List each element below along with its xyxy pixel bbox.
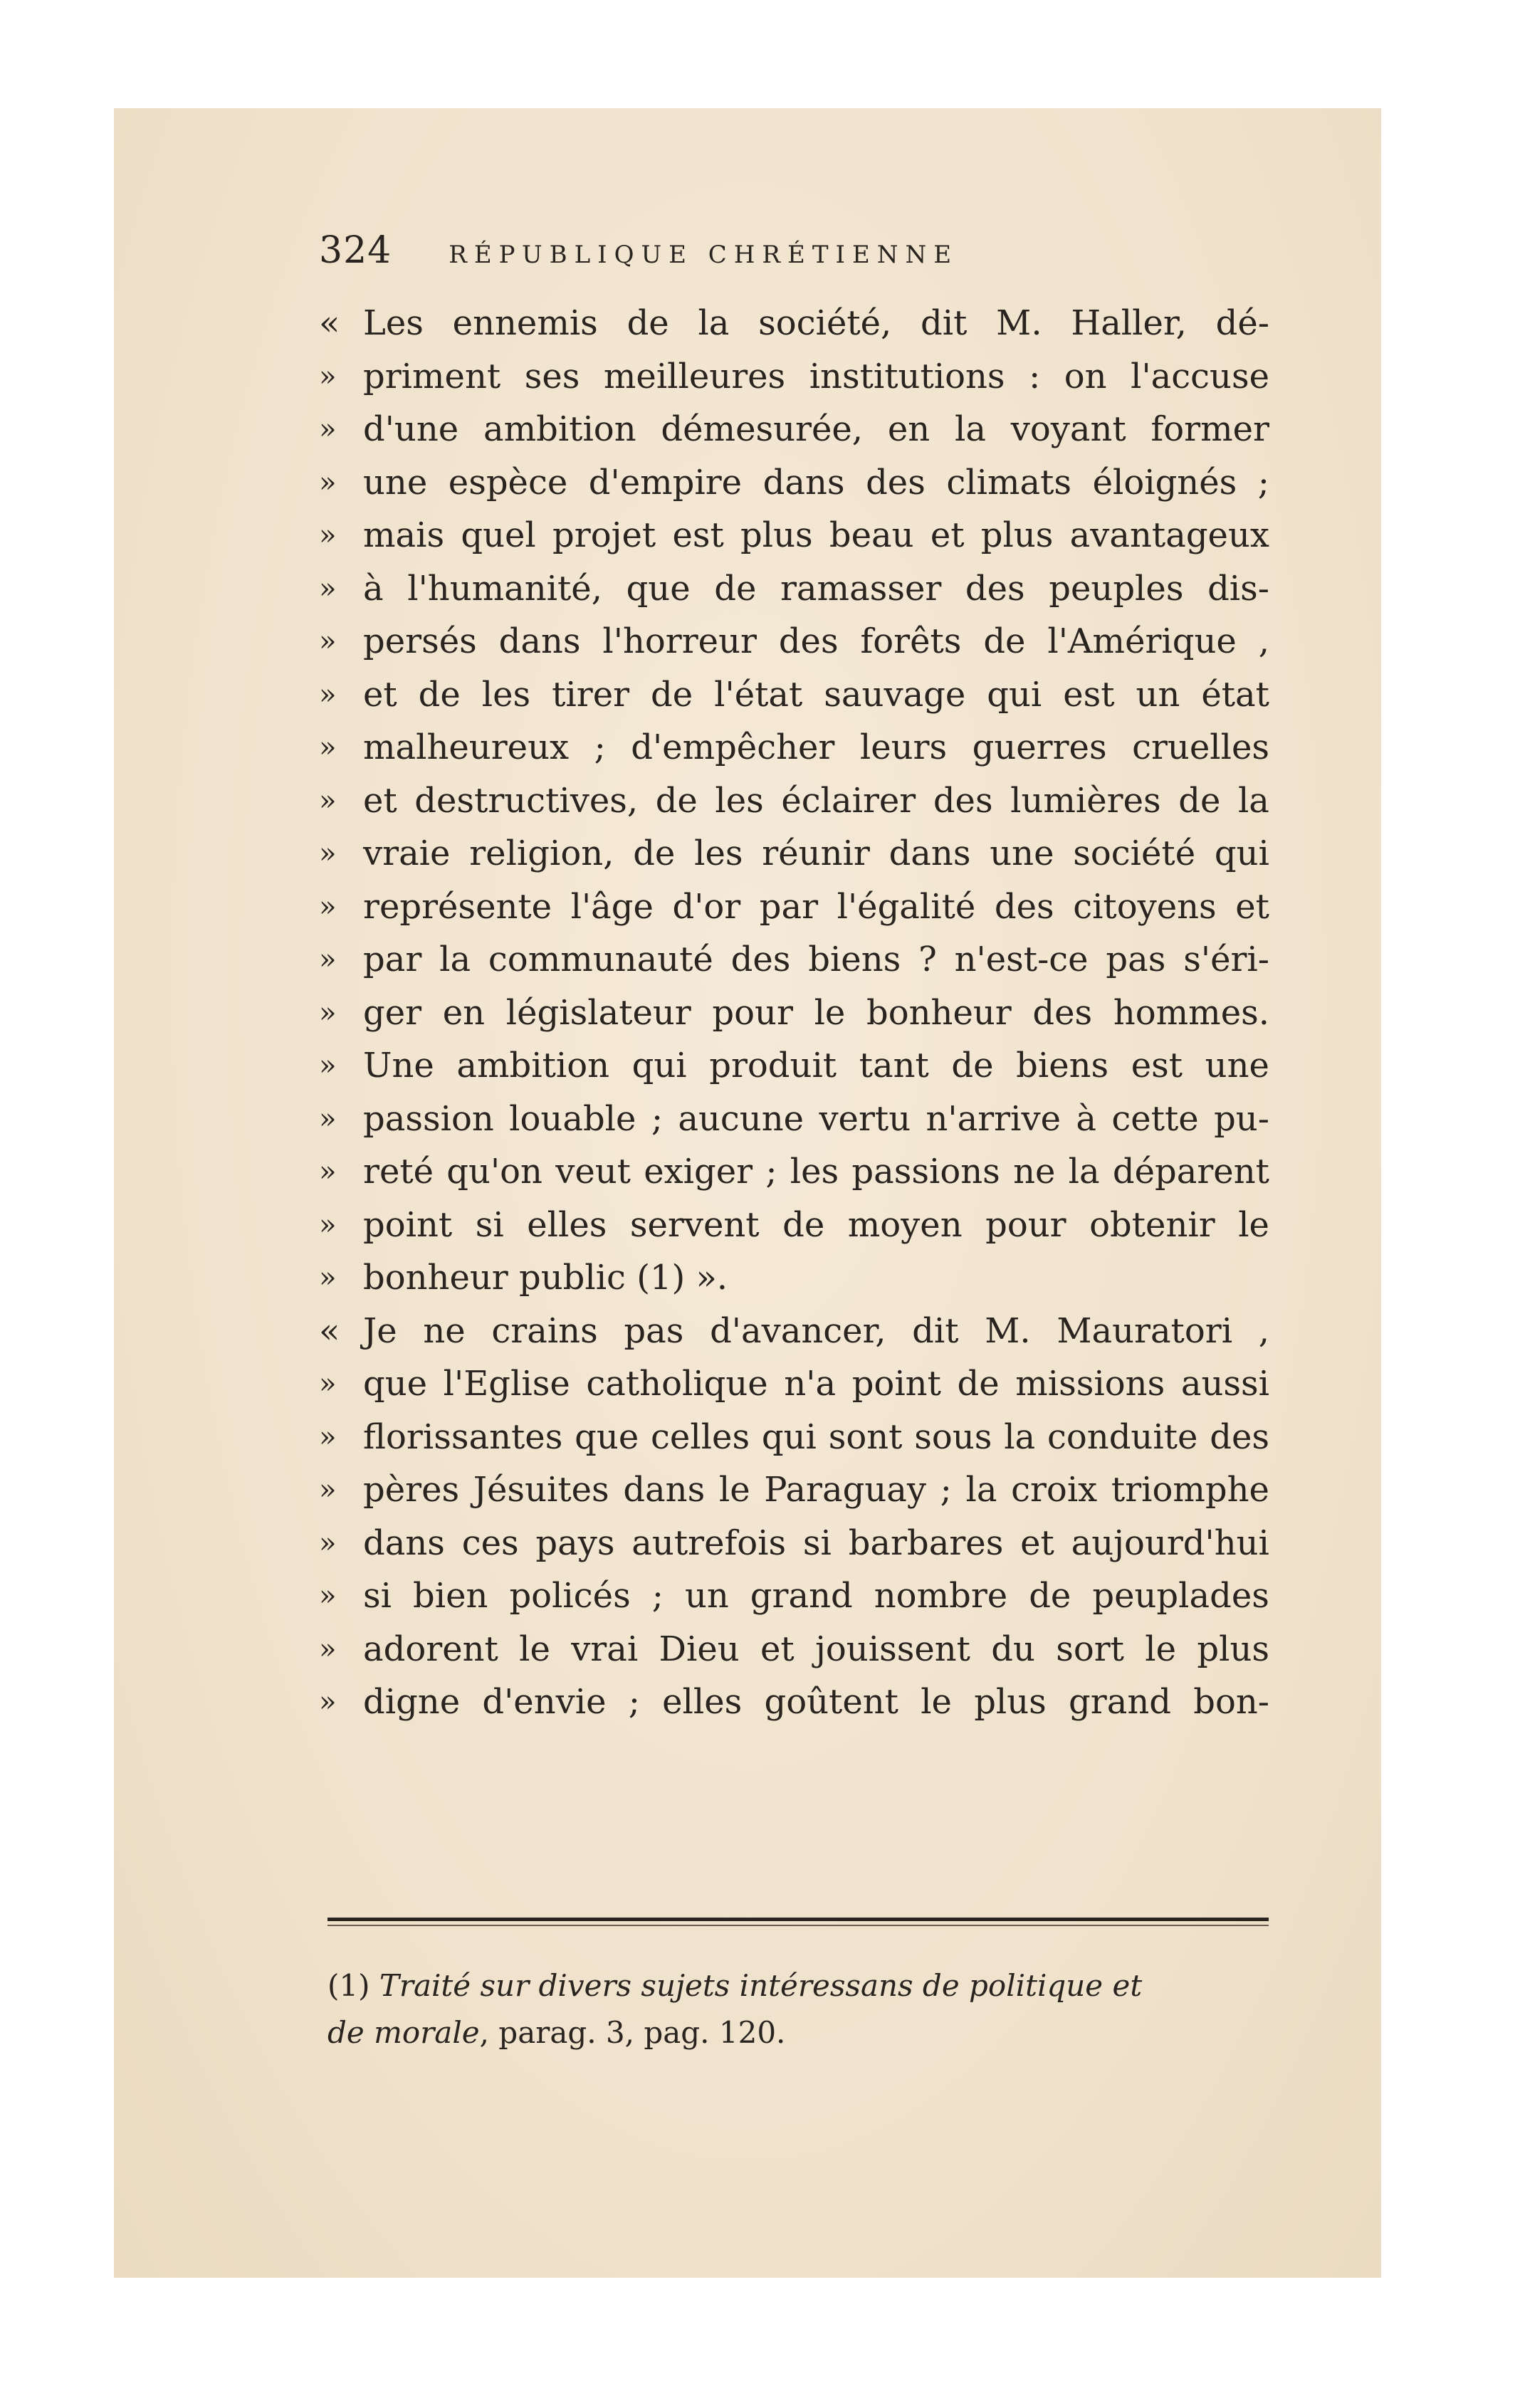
line-text: une espèce d'empire dans des climats éloignés ;: [363, 462, 1269, 503]
line-text: mais quel projet est plus beau et plus avantageux: [363, 515, 1269, 555]
continuation-quote: »: [319, 519, 337, 552]
text-line: [319, 668, 1269, 722]
text-line: [319, 721, 1269, 774]
continuation-quote: »: [319, 1632, 337, 1666]
line-text: représente l'âge d'or par l'égalité des citoyens et: [363, 886, 1269, 927]
text-line: [319, 987, 1269, 1040]
footnote-line-2: [327, 2009, 1269, 2056]
page-number: 324: [319, 229, 392, 272]
line-text: pères Jésuites dans le Paraguay ; la croix triomphe: [363, 1470, 1269, 1510]
continuation-quote: »: [319, 1526, 337, 1560]
text-line: [319, 562, 1269, 616]
footnote-title-1: Traité sur divers sujets intéressans de politique et: [379, 1968, 1143, 2003]
line-text: point si elles servent de moyen pour obtenir le: [363, 1204, 1269, 1245]
running-title: RÉPUBLIQUE CHRÉTIENNE: [449, 241, 959, 269]
line-text: priment ses meilleures institutions : on l'accuse: [363, 356, 1269, 396]
continuation-quote: »: [319, 1102, 337, 1135]
text-line: [319, 615, 1269, 668]
text-line: [319, 1199, 1269, 1252]
open-quote: «: [319, 303, 340, 343]
line-text: digne d'envie ; elles goûtent le plus grand bon-: [363, 1682, 1269, 1722]
text-line: [319, 1305, 1269, 1358]
text-line: [319, 1357, 1269, 1411]
continuation-quote: »: [319, 625, 337, 658]
line-text: et destructives, de les éclairer des lumières de la: [363, 780, 1269, 821]
book-page: [114, 108, 1381, 2278]
text-line: [319, 1251, 1269, 1305]
continuation-quote: »: [319, 1208, 337, 1241]
line-text: persés dans l'horreur des forêts de l'Amérique ,: [363, 621, 1269, 661]
text-line: [319, 509, 1269, 562]
line-text: vraie religion, de les réunir dans une société qui: [363, 834, 1269, 873]
line-text: à l'humanité, que de ramasser des peuples dis-: [363, 568, 1269, 609]
line-text: Je ne crains pas d'avancer, dit M. Mauratori ,: [363, 1310, 1269, 1351]
continuation-quote: »: [319, 1367, 337, 1400]
line-text: florissantes que celles qui sont sous la conduite des: [363, 1416, 1269, 1457]
line-text: malheureux ; d'empêcher leurs guerres cruelles: [363, 727, 1269, 767]
line-text: reté qu'on veut exiger ; les passions ne la déparent: [363, 1152, 1269, 1192]
text-line: [319, 1463, 1269, 1517]
continuation-quote: »: [319, 731, 337, 764]
continuation-quote: »: [319, 359, 337, 393]
page-header: [319, 229, 1244, 279]
continuation-quote: »: [319, 943, 337, 976]
continuation-quote: »: [319, 1686, 337, 1718]
continuation-quote: »: [319, 837, 337, 870]
body-text: [319, 297, 1269, 1729]
footnote-title-2: de morale: [327, 2015, 480, 2050]
text-line: [319, 1145, 1269, 1199]
continuation-quote: »: [319, 1420, 337, 1453]
text-line: [319, 350, 1269, 404]
line-text: bonheur public (1) ».: [363, 1258, 728, 1298]
continuation-quote: »: [319, 784, 337, 817]
text-line: [319, 880, 1269, 934]
continuation-quote: »: [319, 572, 337, 605]
line-text: d'une ambition démesurée, en la voyant former: [363, 409, 1269, 449]
text-line: [319, 456, 1269, 510]
continuation-quote: »: [319, 413, 337, 446]
text-line: [319, 1517, 1269, 1570]
line-text: Les ennemis de la société, dit M. Haller, dé-: [363, 303, 1269, 343]
line-text: Une ambition qui produit tant de biens est une: [363, 1046, 1269, 1085]
line-text: passion louable ; aucune vertu n'arrive à cette pu-: [363, 1098, 1269, 1139]
line-text: par la communauté des biens ? n'est-ce pas s'éri-: [363, 940, 1269, 979]
continuation-quote: »: [319, 1579, 337, 1612]
continuation-quote: »: [319, 1155, 337, 1188]
footnote-marker: (1): [327, 1968, 370, 2003]
line-text: et de les tirer de l'état sauvage qui est un état: [363, 674, 1269, 715]
line-text: adorent le vrai Dieu et jouissent du sort le plus: [363, 1629, 1269, 1669]
continuation-quote: »: [319, 1049, 337, 1082]
text-line: [319, 1411, 1269, 1464]
continuation-quote: »: [319, 1473, 337, 1506]
line-text: dans ces pays autrefois si barbares et aujourd'hui: [363, 1523, 1269, 1563]
text-line: [319, 297, 1269, 350]
text-line: [319, 827, 1269, 880]
text-line: [319, 1623, 1269, 1676]
text-line: [319, 933, 1269, 987]
footnote-reference: , parag. 3, pag. 120.: [479, 2015, 786, 2050]
text-line: [319, 1093, 1269, 1146]
line-text: ger en législateur pour le bonheur des hommes.: [363, 992, 1269, 1033]
text-line: [319, 774, 1269, 828]
continuation-quote: »: [319, 890, 337, 923]
line-text: si bien policés ; un grand nombre de peuplades: [363, 1576, 1269, 1616]
footnote: [327, 1962, 1269, 2056]
open-quote: «: [319, 1310, 340, 1351]
footnote-rule: [327, 1918, 1269, 1921]
footnote-rule-thin: [327, 1925, 1269, 1926]
text-line: [319, 403, 1269, 456]
continuation-quote: »: [319, 996, 337, 1029]
continuation-quote: »: [319, 678, 337, 711]
text-line: [319, 1570, 1269, 1623]
continuation-quote: »: [319, 466, 337, 499]
line-text: que l'Eglise catholique n'a point de missions aussi: [363, 1364, 1269, 1404]
footnote-line-1: [327, 1962, 1269, 2009]
continuation-quote: »: [319, 1261, 337, 1294]
text-line: [319, 1039, 1269, 1093]
text-line: [319, 1676, 1269, 1729]
